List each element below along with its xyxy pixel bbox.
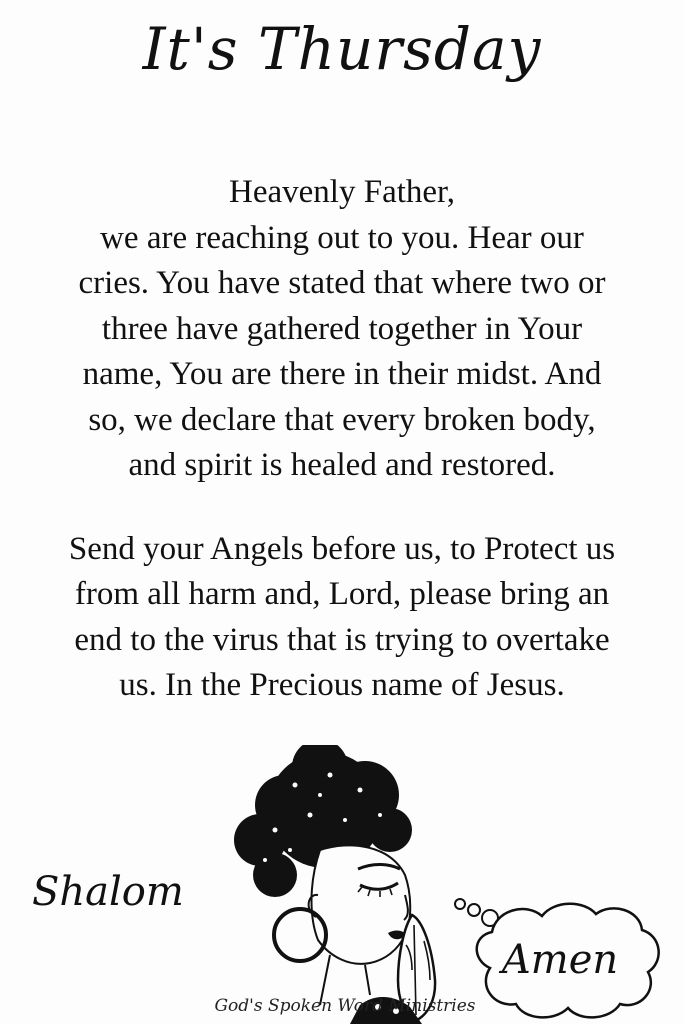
prayer-line: name, You are there in their midst. And [82, 356, 602, 392]
prayer-line: us. In the Precious name of Jesus. [119, 667, 565, 703]
prayer-line: cries. You have stated that where two or [78, 265, 606, 301]
amen-text: Amen [501, 937, 619, 983]
watermark: God's Spoken Word Ministries [214, 996, 476, 1016]
prayer-line: Send your Angels before us, to Protect us [68, 530, 616, 567]
praying-woman-icon [200, 745, 490, 1024]
prayer-line: from all harm and, Lord, please bring an [74, 576, 610, 612]
prayer-line: three have gathered together in Your [101, 310, 583, 347]
prayer-line: we are reaching out to you. Hear our [100, 219, 584, 256]
prayer-line: so, we declare that every broken body, [88, 401, 596, 438]
prayer-line: Heavenly Father, [229, 174, 455, 210]
page-title: It's Thursday [142, 15, 542, 83]
shalom-text: Shalom [32, 869, 184, 915]
paragraph-spacer [20, 489, 664, 527]
prayer-line: end to the virus that is trying to overtake [74, 621, 610, 658]
prayer-line: and spirit is healed and restored. [128, 447, 556, 483]
prayer-text [20, 170, 664, 709]
